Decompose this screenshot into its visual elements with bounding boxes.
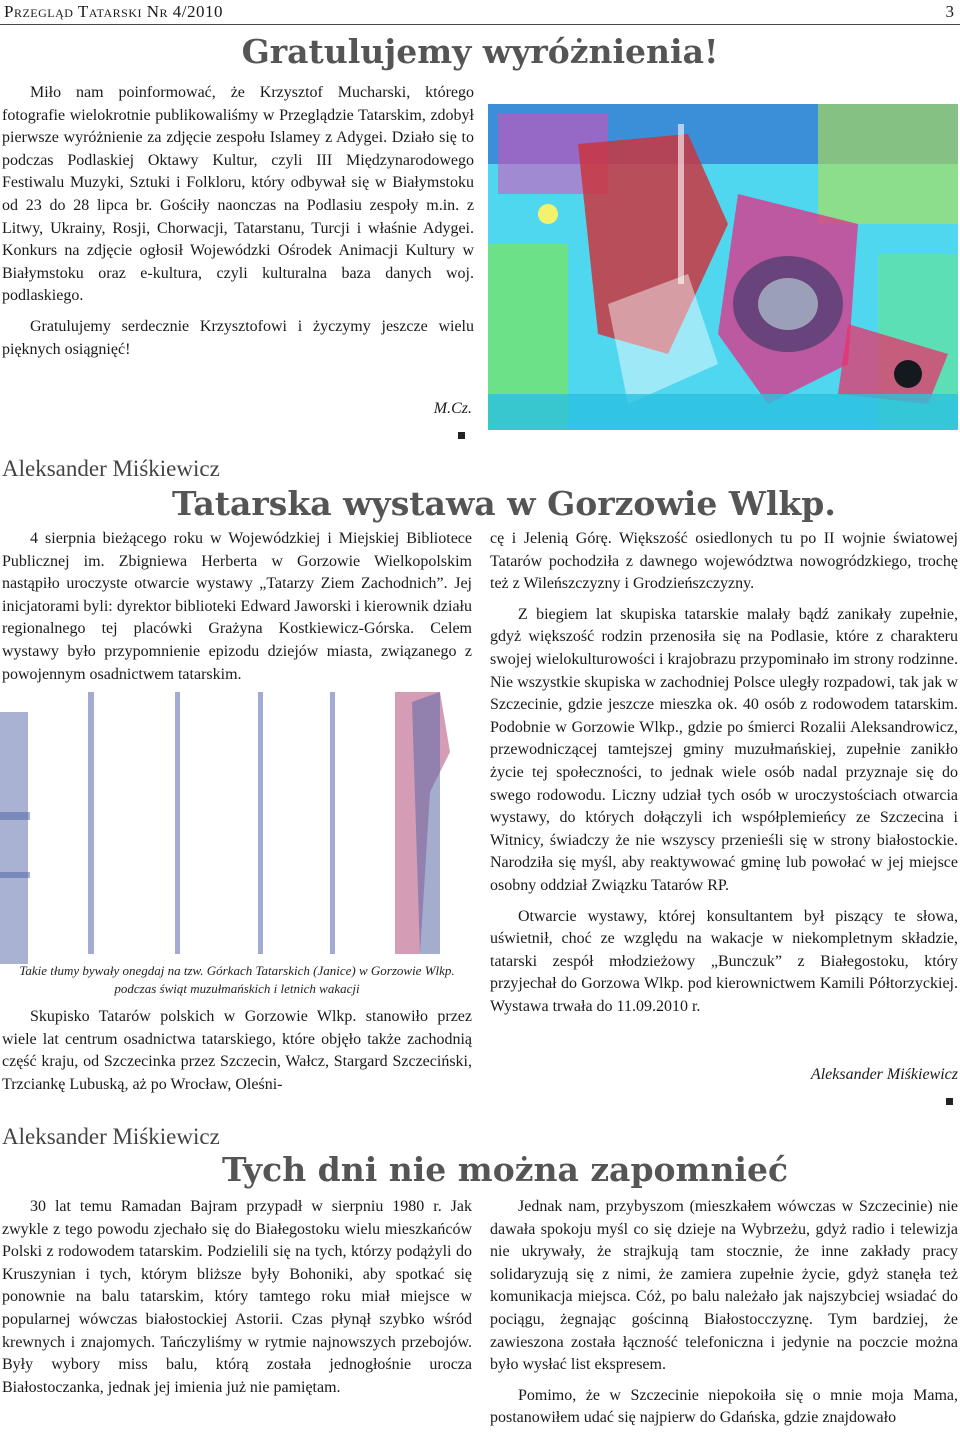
page-number: 3 [945, 2, 954, 21]
article2-left-column-bottom [2, 1006, 472, 1104]
article1-body [2, 82, 474, 369]
article3-right-column [490, 1196, 958, 1438]
end-mark [946, 1098, 953, 1105]
photo-festival-image [488, 104, 958, 430]
article3-paragraph: Jednak nam, przybyszom (mieszkałem wówczas w Szczecinie) nie dawała spokoju myśl co się dzieje na Wybrzeżu, gdyż radio i telewizja nie ukrywały, że strajkują tam stocznie, że inne zakłady pracy solidaryzują się z nimi, że zamiera zupełnie życie, gdyż stanęła też komunikacja miejsca. Cóż, po balu należało jak najszybciej wsiadać do pociągu, żegnając gościnną Białostocczyznę. Tym bardziej, że zawieszona została łączność telefoniczna i jedynie na poczcie można było wysłać list ekspresem. [490, 1198, 958, 1374]
article2-paragraph: cę i Jelenią Górę. Większość osiedlonych tu po II wojnie światowej Tatarów pochodziła z dawnego województwa nowogródzkiego, trochę też z Wileńszczyzny i Grodzieńszczyzny. [490, 530, 958, 593]
photo-tatar-hills-image [0, 692, 470, 964]
photo-tatar-hills [0, 692, 470, 964]
running-header-title: Przegląd Tatarski Nr 4/2010 [4, 2, 223, 21]
photo-festival [488, 104, 958, 430]
article3-title: Tych dni nie można zapomnieć [222, 1150, 789, 1189]
article3-author: Aleksander Miśkiewicz [2, 1124, 220, 1149]
article1-paragraph: Miło nam poinformować, że Krzysztof Mucharski, którego fotografie wielokrotnie publikowaliśmy w Przeglądzie Tatarskim, zdobył pierwsze wyróżnienie za zdjęcie zespołu Islamey z Adygei. Działo się to podczas Podlaskiej Oktawy Kultur, czyli III Międzynarodowego Festiwalu Muzyki, Sztuki i Folkloru, który odbywał się w Białymstoku od 23 do 28 lipca br. Gościły naonczas na Podlasiu zespoły m.in. z Litwy, Ukrainy, Rosji, Chorwacji, Tatarstanu, Turcji i właśnie Adygei. Konkurs na zdjęcie ogłosił Wojewódzki Ośrodek Animacji Kultury w Białymstoku oraz e-kultura, czyli kulturalna baza danych woj. podlaskiego. [2, 84, 474, 305]
article2-paragraph: 4 sierpnia bieżącego roku w Wojewódzkiej i Miejskiej Bibliotece Publicznej im. Zbigniewa Herberta w Gorzowie Wielkopolskim nastąpiło uroczyste otwarcie wystawy „Tatarzy Ziem Zachodnich”. Jej inicjatorami byli: dyrektor biblioteki Edward Jaworski i kierownik działu regionalnego tej placówki Grażyna Kostkiewicz-Górska. Celem wystawy było przypomnienie epizodu dziejów miasta, związanego z powojennym osadnictwem tatarskim. [2, 530, 472, 683]
article1-paragraph: Gratulujemy serdecznie Krzysztofowi i życzymy jeszcze wielu pięknych osiągnięć! [2, 317, 474, 358]
photo-caption: Takie tłumy bywały onegdaj na tzw. Górkach Tatarskich (Janice) w Gorzowie Wlkp. podczas świąt muzułmańskich i letnich wakacji [19, 963, 455, 996]
article1-title: Gratulujemy wyróżnienia! [241, 32, 719, 71]
article2-paragraph: Otwarcie wystawy, której konsultantem był piszący te słowa, uświetnił, choć ze względu na wakacje w niekompletnym składzie, tatarski zespół młodzieżowy „Bunczuk” z Białegostoku, który przyjechał do Gorzowa Wlkp. pod kierownictwem Kamili Półtorzyckiej. Wystawa trwała do 11.09.2010 r. [490, 907, 958, 1015]
article3-left-column [2, 1196, 472, 1407]
article2-paragraph: Skupisko Tatarów polskich w Gorzowie Wlkp. stanowiło przez wiele lat centrum osadnictwa tatarskiego, które objęło także zachodnią część kraju, od Szczecinka przez Szczecin, Wałcz, Stargard Szczeciński, Trzciankę Lubuską, aż po Wrocław, Oleśni- [2, 1008, 472, 1093]
article2-title: Tatarska wystawa w Gorzowie Wlkp. [172, 484, 836, 523]
header-rule [0, 24, 960, 25]
article2-paragraph: Z biegiem lat skupiska tatarskie malały bądź zanikały zupełnie, gdyż większość rodzin przenosiła się na Podlasie, które z charakteru swojej wielokulturowości i krajobrazu przypominało im strony rodzinne. Nie wszystkie skupiska w zachodniej Polsce uległy rozpadowi, tak jak w Szczecinie, gdzie jeszcze mieszka ok. 40 osób z rodowodem tatarskim. Podobnie w Gorzowie Wlkp., gdzie po śmierci Rozalii Aleksandrowicz, przewodniczącej tamtejszej gminy muzułmańskiej, zupełnie zanikło życie tej społeczności, to jednak wiele osób nadal przyznaje się do swego rodowodu. Liczny udział tych osób w uroczystościach otwarcia wystawy, do których dołączyli ich współplemieńcy ze Szczecina i Witnicy, świadczy że nie wszyscy przenieśli się w strony białostockie. Narodziła się myśl, aby reaktywować gminę lub powołać w jej miejsce osobny oddział Związku Tatarów RP. [490, 605, 958, 894]
article3-paragraph: Pomimo, że w Szczecinie niepokoiła się o mnie moja Mama, postanowiłem udać się najpierw do Gdańska, gdzie znajdowało [490, 1386, 958, 1427]
article1-signature: M.Cz. [433, 400, 472, 417]
end-mark [458, 432, 465, 439]
article2-signature: Aleksander Miśkiewicz [810, 1066, 958, 1083]
article2-right-column [490, 528, 958, 1026]
article3-paragraph: 30 lat temu Ramadan Bajram przypadł w sierpniu 1980 r. Jak zwykle z tego powodu zjechało się do Białegostoku wielu mieszkańców Polski z rodowodem tatarskim. Podzielili się na tych, którzy podążyli do Kruszynian i tych, którym bliższe były Bohoniki, aby spotkać się ponownie na balu tatarskim, który tamtego roku miał miejsce w popularnej wówczas białostockiej Astorii. Czas płynął szybko wśród krewnych i znajomych. Tańczyliśmy w rytmie najnowszych przebojów. Były wybory miss balu, którą została jednogłośnie urocza Białostoczanka, jednak jej imienia już nie pamiętam. [2, 1198, 472, 1396]
article2-left-column [2, 528, 472, 694]
article2-author: Aleksander Miśkiewicz [2, 456, 220, 481]
